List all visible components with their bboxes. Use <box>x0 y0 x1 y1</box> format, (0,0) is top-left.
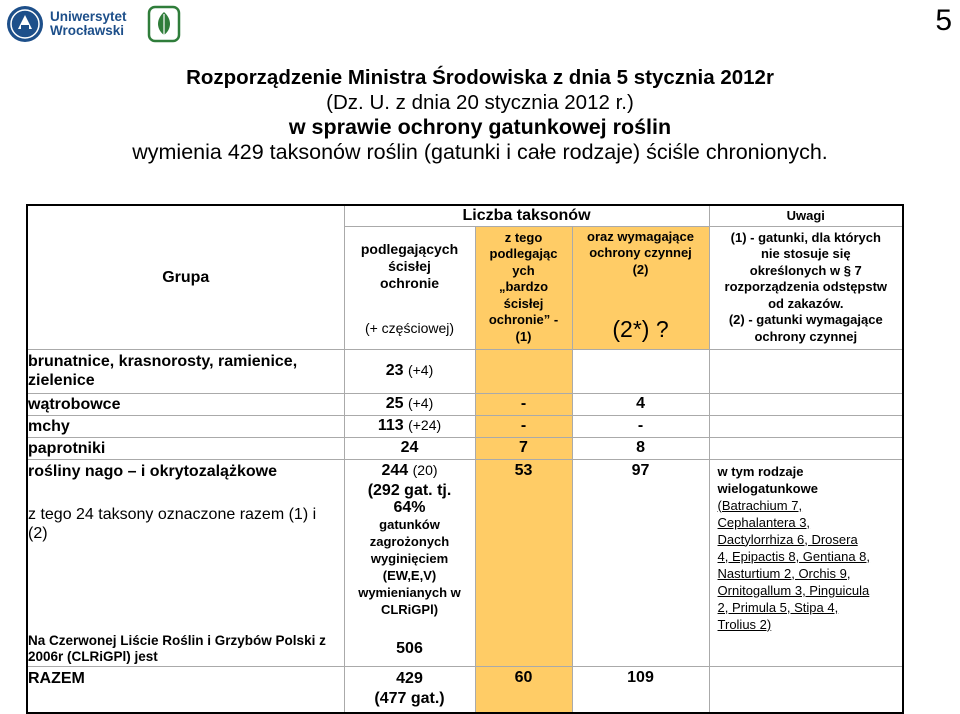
active-header-line1: oraz wymagające <box>587 228 694 244</box>
very-strict-header <box>475 226 572 349</box>
logos <box>6 4 181 44</box>
active-count: - <box>572 415 709 437</box>
note-line3: określonych w § 7 <box>749 262 862 278</box>
note-line1: (1) - gatunki, dla których <box>730 229 881 245</box>
total-active: 109 <box>572 667 709 713</box>
note-line5: od zakazów. <box>768 295 844 311</box>
total-row <box>27 667 903 713</box>
header <box>0 66 960 164</box>
active-header-line2: ochrony czynnej <box>589 245 692 260</box>
group-header: Grupa <box>27 205 344 349</box>
very-strict-line5: ścisłej <box>503 295 544 311</box>
university-emblem-icon <box>6 5 44 43</box>
row-note <box>709 437 903 459</box>
row-note <box>709 349 903 393</box>
active-count: 8 <box>572 437 709 459</box>
strict-header-line1: podlegających <box>360 241 459 257</box>
genera-title-line2: wielogatunkowe <box>717 480 818 496</box>
strict-header-line2: ścisłej <box>388 258 431 274</box>
strict-protection-header <box>344 226 475 349</box>
header-subject: w sprawie ochrony gatunkowej roślin <box>288 115 672 139</box>
total-strict-value: 429 <box>396 670 423 688</box>
percent-line2: 64% <box>393 498 426 516</box>
very-strict-line3: ych <box>512 262 535 278</box>
count-header: Liczba taksonów <box>344 205 709 226</box>
percent-line5: wyginięciem <box>370 550 449 566</box>
active-count <box>572 349 709 393</box>
total-very-strict: 60 <box>475 667 572 713</box>
active-count: 4 <box>572 393 709 415</box>
very-strict-line7: (1) <box>515 328 532 344</box>
very-strict-count: 53 <box>475 459 572 633</box>
strict-count: 25 (+4) <box>344 393 475 415</box>
note-line4: rozporządzenia odstępstw <box>724 279 888 295</box>
percent-line6: (EW,E,V) <box>382 567 437 583</box>
genera-line3: Dactylorrhiza 6, Drosera <box>717 531 858 547</box>
active-protection-header <box>572 226 709 349</box>
genera-line1: (Batrachium 7, <box>717 497 803 513</box>
note-line6: (2) - gatunki wymagające <box>728 312 883 328</box>
table-row <box>27 633 903 667</box>
header-summary: wymienia 429 taksonów roślin (gatunki i całe rodzaje) ściśle chronionych. <box>132 139 828 164</box>
red-list-label: Na Czerwonej Liście Roślin i Grzybów Polski z 2006r (CLRiGPl) jest <box>27 633 344 667</box>
percent-line8: CLRiGPl) <box>380 601 439 617</box>
genera-line4: 4, Epipactis 8, Gentiana 8, <box>717 548 871 564</box>
very-strict-count: - <box>475 393 572 415</box>
group-name: paprotniki <box>27 437 344 459</box>
strict-count: 23 (+4) <box>344 349 475 393</box>
genera-line8: Trolius 2) <box>717 616 772 632</box>
genera-line5: Nasturtium 2, Orchis 9, <box>717 565 851 581</box>
total-label: RAZEM <box>27 667 344 713</box>
genera-line6: Ornitogallum 3, Pinguicula <box>717 582 870 598</box>
table-row <box>27 393 903 415</box>
seed-plants-note: z tego 24 taksony oznaczone razem (1) i (2) <box>28 505 317 542</box>
percent-line3: gatunków <box>379 516 440 532</box>
row-note <box>709 415 903 437</box>
table-row <box>27 349 903 393</box>
active-question-mark: ? <box>655 316 669 342</box>
group-name: mchy <box>27 415 344 437</box>
table-row <box>27 415 903 437</box>
row-note <box>709 393 903 415</box>
page-number: 5 <box>935 4 952 37</box>
genera-note <box>709 459 903 633</box>
genera-line7: 2, Primula 5, Stipa 4, <box>717 599 839 615</box>
table-row <box>27 459 903 633</box>
note-line7: ochrony czynnej <box>754 328 858 344</box>
genera-title-line1: w tym rodzaje <box>717 463 804 479</box>
threatened-percent-block <box>345 482 475 618</box>
header-regulation-title: Rozporządzenie Ministra Środowiska z dnia 5 stycznia 2012r <box>186 66 774 89</box>
very-strict-line4: „bardzo <box>498 279 549 295</box>
total-note-empty <box>709 667 903 713</box>
note-line2: nie stosuje się <box>760 246 851 262</box>
taxa-table <box>26 204 904 714</box>
notes-explanation <box>709 226 903 349</box>
red-list-value: 506 <box>344 633 475 667</box>
very-strict-count: 7 <box>475 437 572 459</box>
green-leaf-emblem-icon <box>147 5 181 43</box>
university-name-line1: Uniwersytet <box>50 9 127 24</box>
percent-line1: (292 gat. tj. <box>367 481 452 499</box>
group-name: rośliny nago – i okrytozalążkowe <box>28 462 277 480</box>
active-note-marker: (2*) <box>612 316 650 342</box>
active-header-line3: (2) <box>632 261 649 277</box>
very-strict-line2: podlegając <box>489 246 558 262</box>
strict-count: 244 (20) <box>381 461 438 479</box>
group-name: brunatnice, krasnorosty, ramienice, zielenice <box>27 349 344 393</box>
seed-strict-cell <box>344 459 475 633</box>
university-logo <box>6 5 127 43</box>
very-strict-line1: z tego <box>504 229 543 245</box>
very-strict-count <box>475 349 572 393</box>
strict-count: 24 <box>344 437 475 459</box>
university-name <box>50 10 127 38</box>
group-name: wątrobowce <box>27 393 344 415</box>
strict-count: 113 (+24) <box>344 415 475 437</box>
strict-partial-note: (+ częściowej) <box>364 320 455 336</box>
red-list-active-empty <box>572 633 709 667</box>
strict-header-line3: ochronie <box>379 275 440 291</box>
total-strict <box>344 667 475 713</box>
genera-line2: Cephalantera 3, <box>717 514 811 530</box>
notes-header: Uwagi <box>709 205 903 226</box>
seed-plants-cell <box>27 459 344 633</box>
header-journal-reference: (Dz. U. z dnia 20 stycznia 2012 r.) <box>326 90 634 114</box>
percent-line4: zagrożonych <box>369 533 450 549</box>
total-strict-species: (477 gat.) <box>374 690 445 708</box>
active-count: 97 <box>572 459 709 633</box>
table-row <box>27 437 903 459</box>
very-strict-count: - <box>475 415 572 437</box>
percent-line7: wymienianych w <box>358 584 461 600</box>
university-name-line2: Wrocławski <box>50 23 125 38</box>
red-list-very-empty <box>475 633 572 667</box>
very-strict-line6: ochronie” - <box>488 312 559 328</box>
red-list-note-empty <box>709 633 903 667</box>
